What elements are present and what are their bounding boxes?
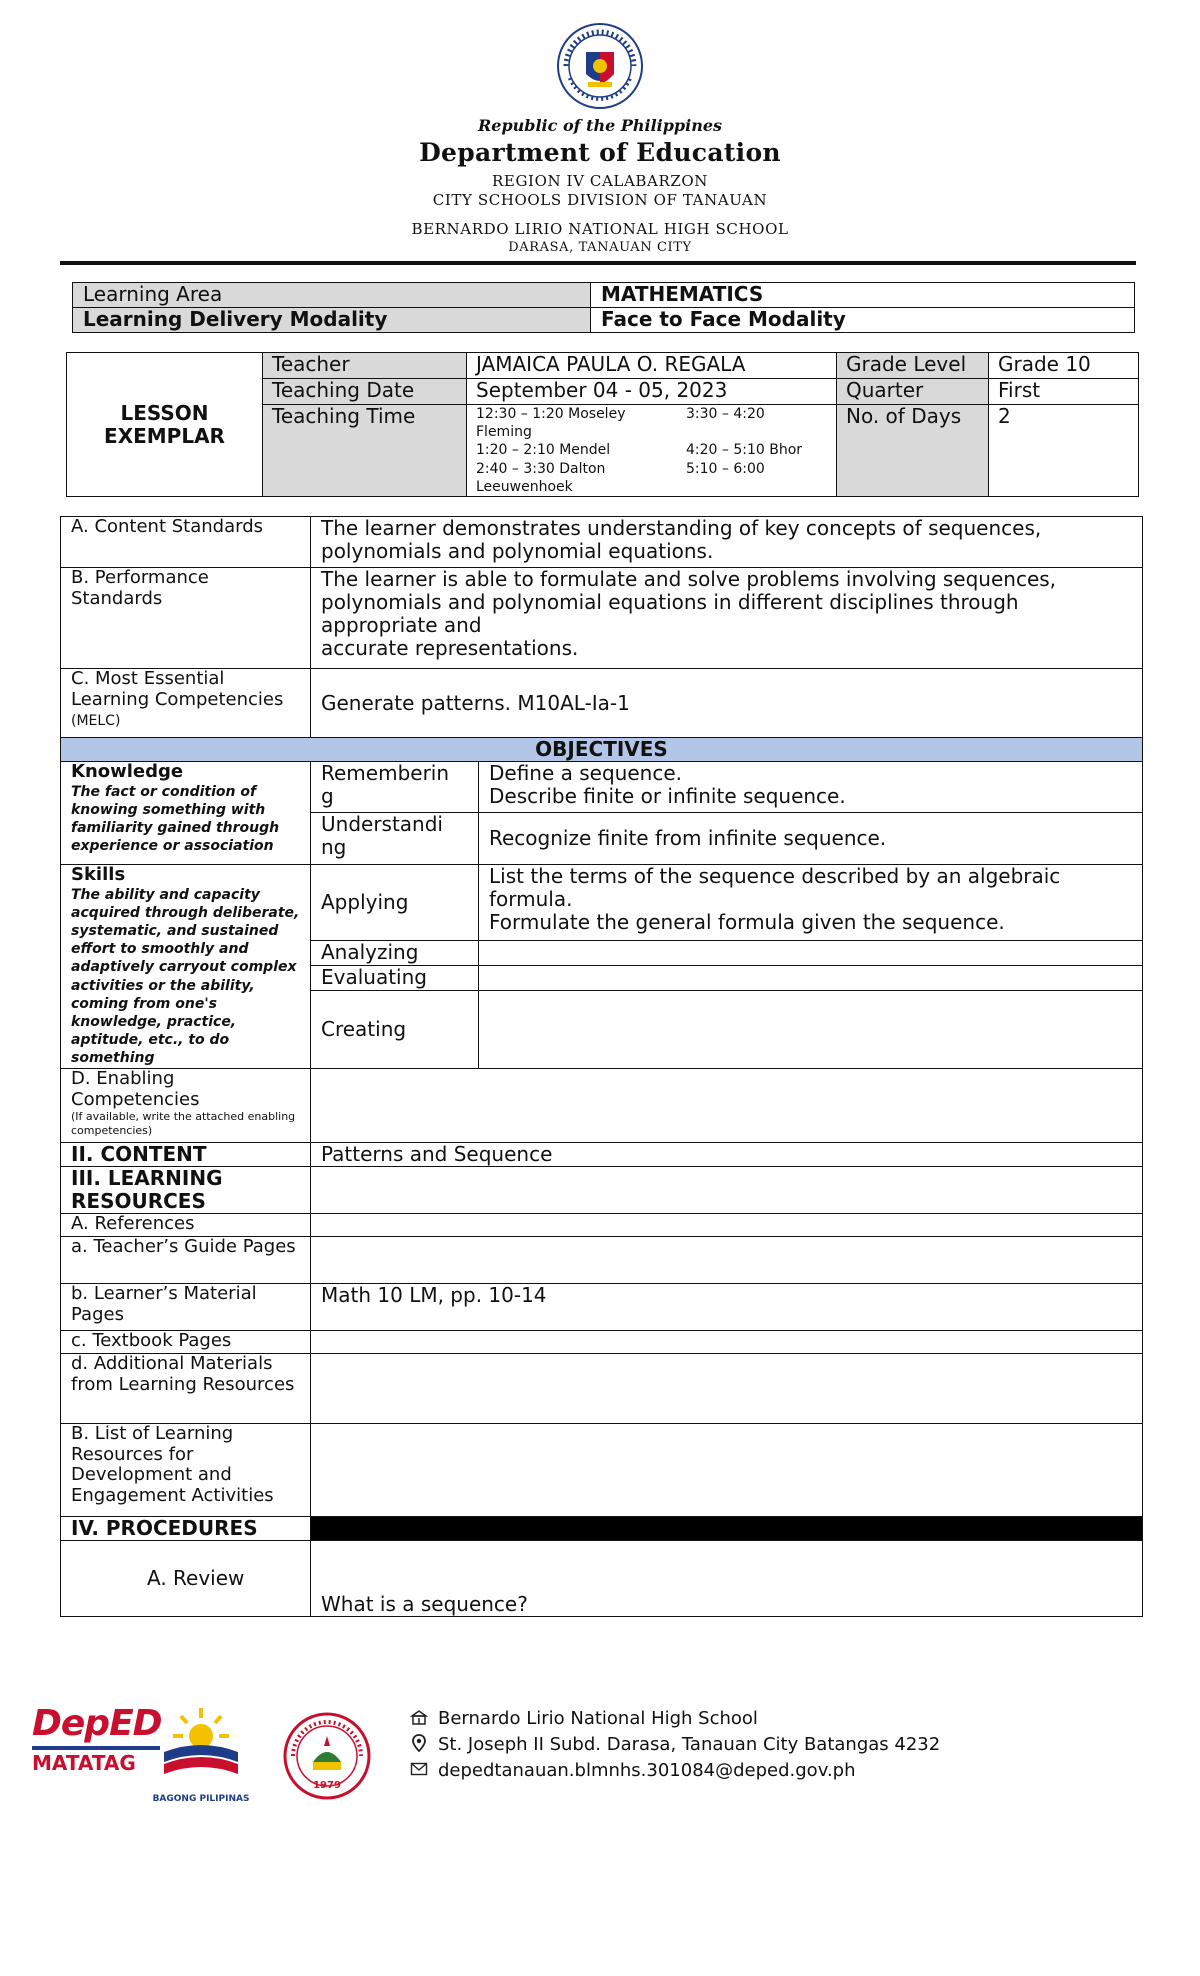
textbook-pages-label: c. Textbook Pages: [61, 1331, 311, 1354]
objectives-heading: OBJECTIVES: [61, 738, 1143, 762]
lesson-plan-table: [60, 516, 1143, 1617]
additional-materials-value: [311, 1354, 1143, 1424]
region-heading: REGION IV CALABARZON: [492, 172, 708, 190]
references-value: [311, 1214, 1143, 1237]
footer-address: St. Joseph II Subd. Darasa, Tanauan City Batangas 4232: [438, 1734, 941, 1755]
performance-standards-value: The learner is able to formulate and solve problems involving sequences, polynomials and polynomial equations in different disciplines through appropriate and accurate representations.: [311, 568, 1143, 669]
enabling-competencies-label: D. Enabling Competencies: [71, 1068, 200, 1110]
content-standards-value: The learner demonstrates understanding of key concepts of sequences, polynomials and polynomial equations.: [311, 517, 1143, 568]
lesson-meta-table: [66, 352, 1139, 497]
learning-resources-label: III. LEARNING RESOURCES: [61, 1167, 311, 1214]
bagong-pilipinas-text: BAGONG PILIPINAS: [152, 1794, 250, 1804]
melc-value: Generate patterns. M10AL-Ia-1: [311, 669, 1143, 738]
grade-level-value: Grade 10: [989, 353, 1139, 379]
teaching-date-value: September 04 - 05, 2023: [467, 379, 837, 405]
location-pin-icon: [410, 1734, 428, 1752]
list-of-resources-label: B. List of Learning Resources for Development and Engagement Activities: [61, 1424, 311, 1517]
teacher-value: JAMAICA PAULA O. REGALA: [467, 353, 837, 379]
applying-label: Applying: [311, 865, 479, 941]
quarter-value: First: [989, 379, 1139, 405]
list-of-resources-value: [311, 1424, 1143, 1517]
understanding-objectives: Recognize finite from infinite sequence.: [479, 813, 1143, 865]
learning-area-value: MATHEMATICS: [591, 283, 1135, 308]
analyzing-label: Analyzing: [311, 941, 479, 966]
header-rule: [60, 261, 1136, 265]
procedures-bar: [311, 1517, 1143, 1541]
bagong-pilipinas-logo: [156, 1702, 246, 1788]
analyzing-objectives: [479, 941, 1143, 966]
content-section-value: Patterns and Sequence: [311, 1143, 1143, 1167]
learning-resources-value: [311, 1167, 1143, 1214]
learners-material-label: b. Learner’s Material Pages: [61, 1284, 311, 1331]
teaching-time-schedule: 12:30 – 1:20 Moseley 3:30 – 4:20 Fleming 1:20 – 2:10 Mendel 4:20 – 5:10 Bhor 2:40 – 3:30 Dalton 5:10 – 6:00 Leeuwenhoek: [467, 405, 837, 497]
learning-area-label: Learning Area: [73, 283, 591, 308]
department-heading: Department of Education: [419, 138, 781, 167]
place-heading: DARASA, TANAUAN CITY: [508, 240, 692, 255]
creating-objectives: [479, 991, 1143, 1069]
skills-label: Skills: [71, 864, 126, 885]
creating-label: Creating: [311, 991, 479, 1069]
understanding-label: Understandi ng: [311, 813, 479, 865]
teaching-time-label: Teaching Time: [263, 405, 467, 497]
content-section-label: II. CONTENT: [61, 1143, 311, 1167]
footer-email[interactable]: depedtanauan.blmnhs.301084@deped.gov.ph: [438, 1760, 856, 1781]
procedures-label: IV. PROCEDURES: [61, 1517, 311, 1541]
content-standards-label: A. Content Standards: [61, 517, 311, 568]
enabling-competencies-note: (If available, write the attached enabling competencies): [71, 1110, 296, 1137]
teaching-date-label: Teaching Date: [263, 379, 467, 405]
grade-level-label: Grade Level: [837, 353, 989, 379]
additional-materials-label: d. Additional Materials from Learning Resources: [61, 1354, 311, 1424]
footer-school-name: Bernardo Lirio National High School: [438, 1708, 758, 1729]
no-of-days-value: 2: [989, 405, 1139, 497]
knowledge-cell: [61, 762, 311, 865]
review-label: A. Review: [61, 1541, 311, 1617]
knowledge-label: Knowledge: [71, 761, 184, 782]
performance-standards-label: B. Performance Standards: [61, 568, 311, 669]
modality-value: Face to Face Modality: [591, 308, 1135, 333]
remembering-objectives: Define a sequence. Describe finite or infinite sequence.: [479, 762, 1143, 813]
deped-seal-logo: [556, 22, 644, 110]
division-heading: CITY SCHOOLS DIVISION OF TANAUAN: [432, 191, 768, 209]
learning-area-table: [72, 282, 1135, 333]
evaluating-label: Evaluating: [311, 966, 479, 991]
republic-heading: Republic of the Philippines: [477, 116, 723, 135]
knowledge-definition: The fact or condition of knowing something with familiarity gained through experience or association: [71, 783, 280, 855]
teacher-label: Teacher: [263, 353, 467, 379]
modality-label: Learning Delivery Modality: [73, 308, 591, 333]
teachers-guide-label: a. Teacher’s Guide Pages: [61, 1237, 311, 1284]
enabling-competencies-cell: [61, 1069, 311, 1143]
learners-material-value: Math 10 LM, pp. 10-14: [311, 1284, 1143, 1331]
evaluating-objectives: [479, 966, 1143, 991]
school-seal-year: 1979: [313, 1780, 341, 1791]
textbook-pages-value: [311, 1331, 1143, 1354]
school-heading: BERNARDO LIRIO NATIONAL HIGH SCHOOL: [411, 220, 789, 238]
skills-definition: The ability and capacity acquired through deliberate, systematic, and sustained effort to smoothly and adaptively carryout complex activities or the ability, coming from one's knowledge, practice, aptitude, etc., to do something: [71, 886, 300, 1067]
teachers-guide-value: [311, 1237, 1143, 1284]
melc-label: C. Most Essential Learning Competencies (MELC): [61, 669, 311, 738]
quarter-label: Quarter: [837, 379, 989, 405]
skills-cell: [61, 865, 311, 1069]
mail-icon: [410, 1760, 428, 1778]
applying-objectives: List the terms of the sequence described by an algebraic formula. Formulate the general formula given the sequence.: [479, 865, 1143, 941]
no-of-days-label: No. of Days: [837, 405, 989, 497]
remembering-label: Rememberin g: [311, 762, 479, 813]
enabling-competencies-value: [311, 1069, 1143, 1143]
lesson-exemplar-title: LESSON EXEMPLAR: [67, 353, 263, 497]
deped-matatag-logo: DepED MATATAG: [32, 1703, 162, 1775]
school-building-icon: [410, 1708, 428, 1726]
review-value: What is a sequence?: [311, 1541, 1143, 1617]
references-label: A. References: [61, 1214, 311, 1237]
